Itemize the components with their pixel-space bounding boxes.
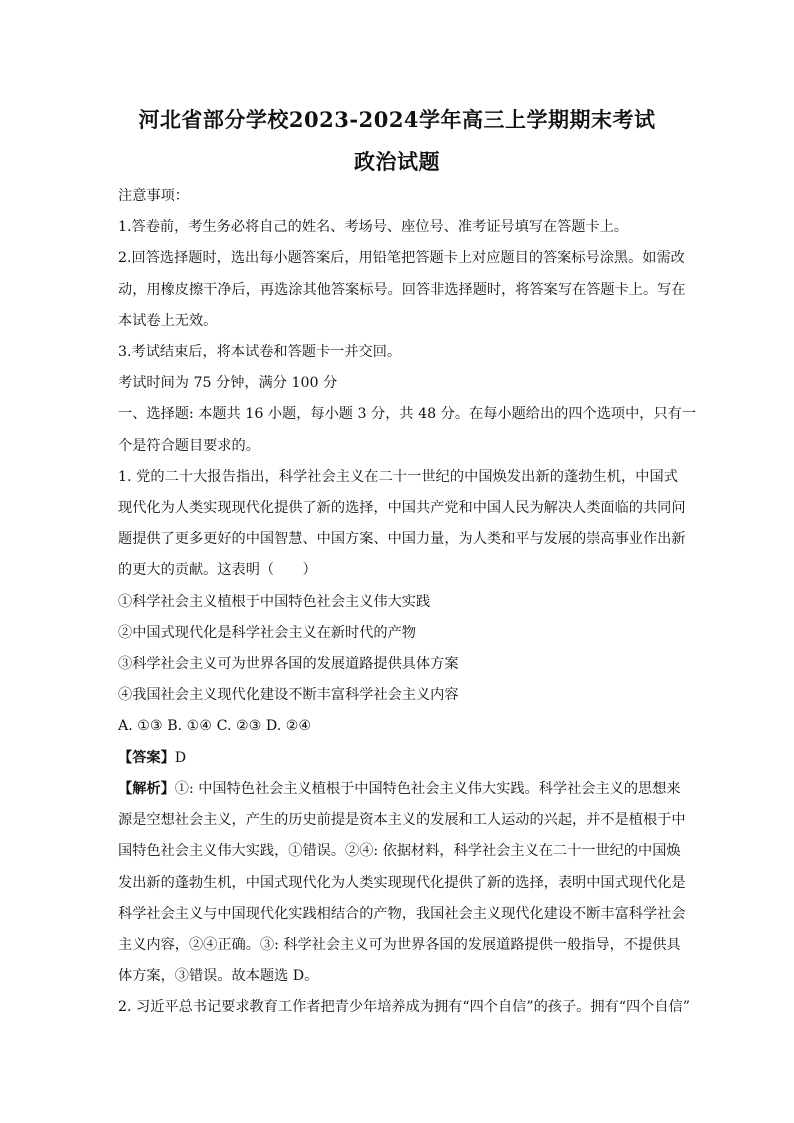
section-heading-line-2: 个是符合题目要求的。	[118, 438, 260, 454]
analysis-line-5: 科学社会主义与中国现代化实践相结合的产物，我国社会主义现代化建设不断丰富科学社会	[118, 906, 686, 922]
page-title: 河北省部分学校2023-2024学年高三上学期期末考试	[138, 107, 656, 132]
notice-item-3: 3.考试结束后，将本试卷和答题卡一并交回。	[118, 344, 402, 360]
notice-item-2-line-2: 动，用橡皮擦干净后，再选涂其他答案标号。回答非选择题时，将答案写在答题卡上。写在	[118, 282, 686, 298]
question-1-line-4: 的更大的贡献。这表明（ ）	[118, 562, 317, 578]
question-1-choices: A. ①③ B. ①④ C. ②③ D. ②④	[118, 718, 312, 734]
analysis-label: 【解析】	[118, 781, 175, 797]
question-1-line-3: 题提供了更多更好的中国智慧、中国方案、中国力量，为人类和平与发展的崇高事业作出新	[118, 531, 686, 547]
question-1-statement-1: ①科学社会主义植根于中国特色社会主义伟大实践	[118, 594, 431, 610]
exam-time: 考试时间为 75 分钟，满分 100 分	[118, 375, 338, 391]
question-2-line-1: 2. 习近平总书记要求教育工作者把青少年培养成为拥有“四个自信”的孩子。拥有“四个自信”	[118, 999, 690, 1015]
question-1-statement-3: ③科学社会主义可为世界各国的发展道路提供具体方案	[118, 656, 459, 672]
question-1-line-2: 现代化为人类实现现代化提供了新的选择，中国共产党和中国人民为解决人类面临的共同问	[118, 500, 686, 516]
analysis-text-1: ①: 中国特色社会主义植根于中国特色社会主义伟大实践。科学社会主义的思想来	[174, 781, 681, 797]
notice-item-2-line-3: 本试卷上无效。	[118, 313, 218, 329]
analysis-line-6: 主义内容，②④正确。③: 科学社会主义可为世界各国的发展道路提供一般指导，不提供具	[118, 937, 681, 953]
question-1-line-1: 1. 党的二十大报告指出，科学社会主义在二十一世纪的中国焕发出新的蓬勃生机，中国式	[118, 469, 678, 485]
page-subtitle: 政治试题	[354, 149, 440, 174]
question-1-statement-4: ④我国社会主义现代化建设不断丰富科学社会主义内容	[118, 687, 459, 703]
section-heading-line-1: 一、选择题: 本题共 16 小题，每小题 3 分，共 48 分。在每小题给出的四个选项中，只有一	[118, 406, 697, 422]
notice-item-1: 1.答卷前，考生务必将自己的姓名、考场号、座位号、准考证号填写在答题卡上。	[118, 219, 629, 235]
analysis-line-3: 国特色社会主义伟大实践，①错误。②④: 依据材料，科学社会主义在二十一世纪的中国焕	[118, 843, 681, 859]
analysis-line-7: 体方案，③错误。故本题选 D。	[118, 968, 319, 984]
answer-value: D	[174, 750, 187, 766]
notice-heading: 注意事项：	[118, 188, 189, 204]
analysis-line-4: 发出新的蓬勃生机，中国式现代化为人类实现现代化提供了新的选择，表明中国式现代化是	[118, 875, 686, 891]
answer-label: 【答案】	[118, 750, 175, 766]
answer-line	[118, 748, 678, 768]
question-1-statement-2: ②中国式现代化是科学社会主义在新时代的产物	[118, 625, 416, 641]
analysis-line-2: 源是空想社会主义，产生的历史前提是资本主义的发展和工人运动的兴起，并不是植根于中	[118, 812, 686, 828]
analysis-line-1	[118, 779, 681, 799]
notice-item-2-line-1: 2.回答选择题时，选出每小题答案后，用铅笔把答题卡上对应题目的答案标号涂黑。如需改	[118, 250, 685, 266]
